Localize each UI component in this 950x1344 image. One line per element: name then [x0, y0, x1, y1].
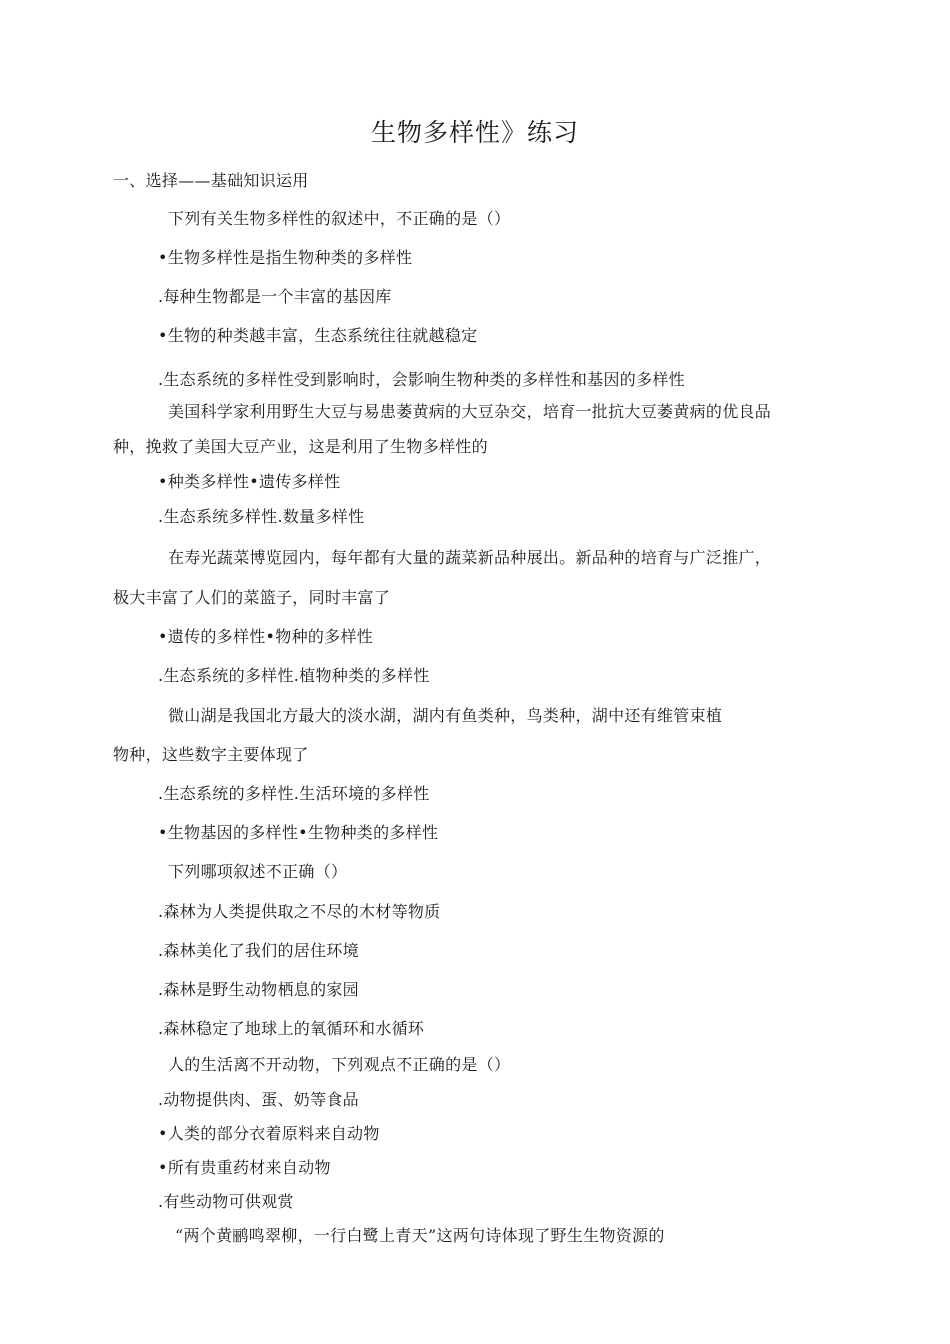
question-text: 种，挽救了美国大豆产业，这是利用了生物多样性的 — [113, 437, 488, 456]
question-text: 下列哪项叙述不正确（） — [168, 862, 348, 881]
option-text: •生物多样性是指生物种类的多样性 — [158, 248, 413, 267]
option-text: .森林是野生动物栖息的家园 — [158, 980, 359, 999]
option-text: .生态系统的多样性受到影响时，会影响生物种类的多样性和基因的多样性 — [158, 370, 685, 389]
option-text: .森林为人类提供取之不尽的木材等物质 — [158, 902, 441, 921]
option-text: •生物的种类越丰富，生态系统往往就越稳定 — [158, 326, 478, 345]
section-heading: 一、选择——基础知识运用 — [113, 171, 309, 190]
question-text: 下列有关生物多样性的叙述中，不正确的是（） — [168, 209, 511, 228]
option-text: .森林美化了我们的居住环境 — [158, 941, 359, 960]
question-text: 在寿光蔬菜博览园内，每年都有大量的蔬菜新品种展出。新品种的培育与广泛推广， — [168, 548, 772, 567]
option-text: •所有贵重药材来自动物 — [158, 1158, 331, 1177]
page-title: 生物多样性》练习 — [370, 118, 579, 147]
option-text: •遗传的多样性•物种的多样性 — [158, 627, 374, 646]
option-text: •种类多样性•遗传多样性 — [158, 472, 341, 491]
option-text: .生态系统多样性.数量多样性 — [158, 507, 365, 526]
option-text: •生物基因的多样性•生物种类的多样性 — [158, 823, 439, 842]
option-text: .动物提供肉、蛋、奶等食品 — [158, 1090, 359, 1109]
option-text: .有些动物可供观赏 — [158, 1192, 294, 1211]
option-text: •人类的部分衣着原料来自动物 — [158, 1124, 380, 1143]
option-text: .每种生物都是一个丰富的基因库 — [158, 287, 392, 306]
question-text: “两个黄鹂鸣翠柳，一行白鹭上青天”这两句诗体现了野生生物资源的 — [175, 1226, 665, 1245]
question-text: 物种，这些数字主要体现了 — [113, 745, 309, 764]
option-text: .森林稳定了地球上的氧循环和水循环 — [158, 1019, 425, 1038]
question-text: 人的生活离不开动物，下列观点不正确的是（） — [168, 1055, 511, 1074]
option-text: .生态系统的多样性.植物种类的多样性 — [158, 666, 430, 685]
option-text: .生态系统的多样性.生活环境的多样性 — [158, 784, 430, 803]
question-text: 微山湖是我国北方最大的淡水湖，湖内有鱼类种，鸟类种，湖中还有维管束植 — [168, 706, 723, 725]
question-text: 极大丰富了人们的菜篮子，同时丰富了 — [113, 588, 391, 607]
question-text: 美国科学家利用野生大豆与易患萎黄病的大豆杂交，培育一批抗大豆萎黄病的优良品 — [168, 402, 772, 421]
